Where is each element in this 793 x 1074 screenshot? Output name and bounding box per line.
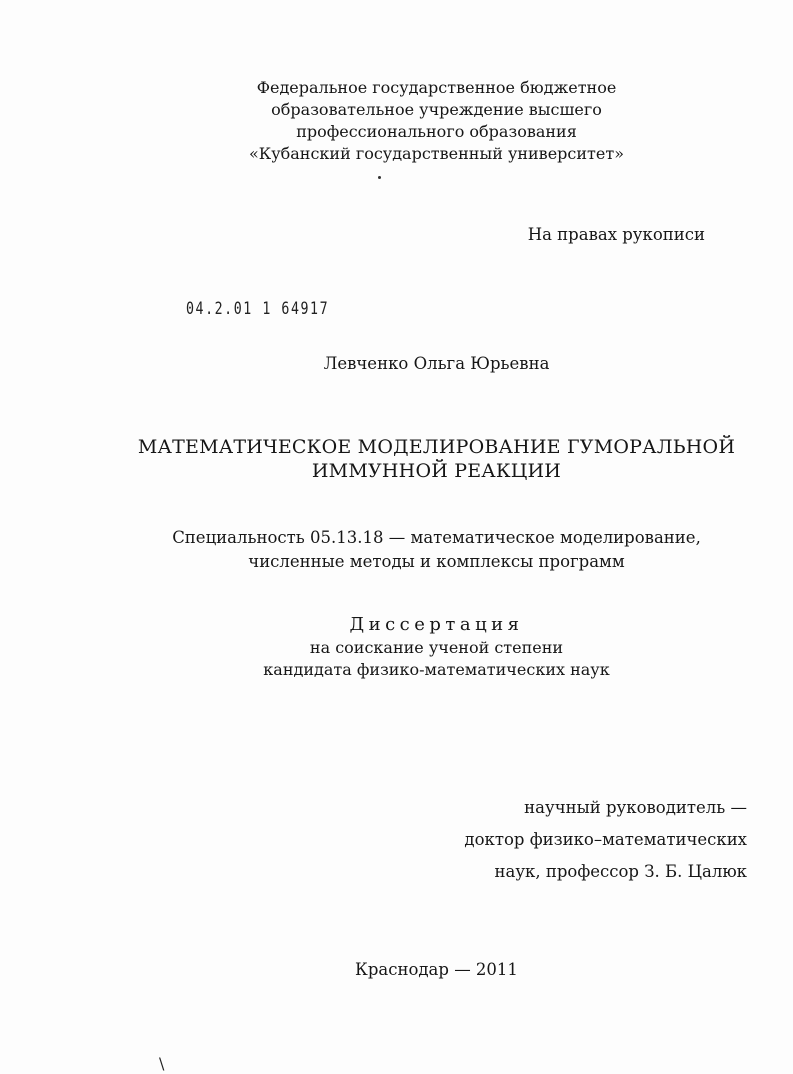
dissertation-degree xyxy=(40,637,793,681)
registry-stamp: 04.2.01 1 64917 xyxy=(186,299,330,319)
supervisor-line-1: научный руководитель — xyxy=(524,798,747,817)
supervisor-line-3: наук, профессор З. Б. Цалюк xyxy=(494,862,747,881)
manuscript-note: На правах рукописи xyxy=(527,225,705,244)
specialty-line-1: Специальность 05.13.18 — математическое моделирование, xyxy=(172,528,701,547)
specialty-line-2: численные методы и комплексы программ xyxy=(248,552,625,571)
institution-block xyxy=(40,77,793,165)
corner-mark: \ xyxy=(159,1054,165,1073)
supervisor-block xyxy=(464,792,747,888)
author-name: Левченко Ольга Юрьевна xyxy=(323,354,550,373)
degree-line-1: на соискание ученой степени xyxy=(309,638,564,657)
dissertation-title xyxy=(40,435,793,483)
city-year: Краснодар — 2011 xyxy=(355,960,518,979)
dot-mark xyxy=(378,176,381,179)
institution-line-3: профессионального образования xyxy=(296,122,577,141)
title-line-2: ИММУННОЙ РЕАКЦИИ xyxy=(311,460,562,482)
institution-line-2: образовательное учреждение высшего xyxy=(271,100,602,119)
institution-line-4: «Кубанский государственный университет» xyxy=(249,144,624,163)
supervisor-line-2: доктор физико–математических xyxy=(464,830,747,849)
degree-line-2: кандидата физико-математических наук xyxy=(263,660,610,679)
dissertation-heading: Диссертация xyxy=(349,614,524,635)
specialty-block xyxy=(40,526,793,574)
institution-line-1: Федеральное государственное бюджетное xyxy=(256,78,617,97)
title-line-1: МАТЕМАТИЧЕСКОЕ МОДЕЛИРОВАНИЕ ГУМОРАЛЬНОЙ xyxy=(137,436,736,458)
